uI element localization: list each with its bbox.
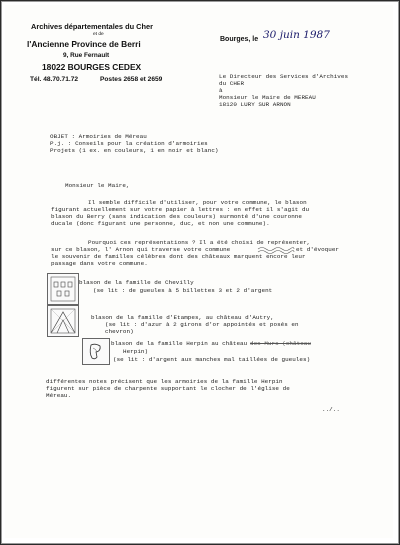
paragraph-line: ducale (donc figurant une personne, duc, et non une commune). (51, 220, 270, 227)
blason-description: (se lit : d'azur à 2 girons d'or appointés et posés en (105, 321, 299, 328)
salutation: Monsieur le Maire, (65, 182, 130, 189)
address-line: Le Directeur des Services d'Archives (219, 73, 349, 80)
paragraph-line: Méreau. (46, 392, 72, 399)
address-line: à (219, 87, 223, 94)
blason-description: (se lit : de gueules à 5 billettes 3 et 2 d'argent (93, 287, 273, 294)
address-line: 18120 LURY SUR ARNON (219, 101, 291, 108)
letter-page (5, 5, 393, 538)
blason-description: Herpin) (123, 348, 149, 355)
paragraph-line: sur ce blason, l' Arnon qui traverse votre commune (51, 246, 231, 253)
paragraph-line: figurent sur pièce de charpente supportant le clocher de l'église de (46, 385, 290, 392)
paragraph-line: et d'évoquer (296, 246, 340, 253)
blason-title: blason de la famille de Chevilly (79, 279, 194, 286)
paragraph-line: le souvenir de familles célèbres dont des châteaux marquent encore leur (51, 253, 306, 260)
letterhead-line: et de (93, 32, 104, 37)
etampes-blason-sketch (47, 305, 79, 337)
paragraph-line: Pourquoi ces représentations ? Il a été choisi de représenter, (88, 239, 311, 246)
paragraph-line: différentes notes précisent que les armoiries de la famille Herpin (46, 378, 283, 385)
blason-title-struck: des Murs (château (250, 340, 311, 347)
chevilly-blason-sketch (47, 273, 79, 305)
object-line: OBJET : Armoiries de Méreau (50, 133, 147, 140)
address-line: Monsieur le Maire de MEREAU (219, 94, 316, 101)
handwritten-date: 30 juin 1987 (263, 29, 330, 41)
date-prefix: Bourges, le (220, 36, 259, 43)
blason-title: blason de la famille d'Etampes, au château d'Autry, (91, 314, 274, 321)
letterhead-line: 18022 BOURGES CEDEX (42, 62, 142, 72)
paragraph-line: Il semble difficile d'utiliser, pour votre commune, le blason (88, 199, 307, 206)
letterhead-line: Archives départementales du Cher (31, 22, 153, 31)
blason-title: blason de la famille Herpin au château (111, 340, 248, 347)
address-line: du CHER (219, 80, 245, 87)
letterhead-line: 9, Rue Fernault (63, 52, 110, 59)
herpin-blason-sketch (82, 338, 110, 365)
letterhead-line: l'Ancienne Province de Berri (27, 39, 141, 49)
paragraph-line: passage dans votre commune. (51, 260, 148, 267)
paragraph-line: blason du Berry (sans indication des couleurs) surmonté d'une couronne (51, 213, 302, 220)
blason-description: (se lit : d'argent aux manches mal taillées de gueules) (113, 356, 311, 363)
object-line: P.j. : Conseils pour la création d'armoiries (50, 140, 208, 147)
letterhead-line: Tél. 48.70.71.72 (30, 76, 79, 83)
continuation-mark: ../.. (322, 406, 340, 413)
letterhead-line: Postes 2658 et 2659 (100, 76, 163, 83)
paragraph-line: figurant actuellement sur votre papier à lettres : en effet il s'agit du (51, 206, 310, 213)
object-line: Projets (1 ex. en couleurs, 1 en noir et blanc) (50, 147, 219, 154)
blason-description: chevron) (105, 328, 134, 335)
